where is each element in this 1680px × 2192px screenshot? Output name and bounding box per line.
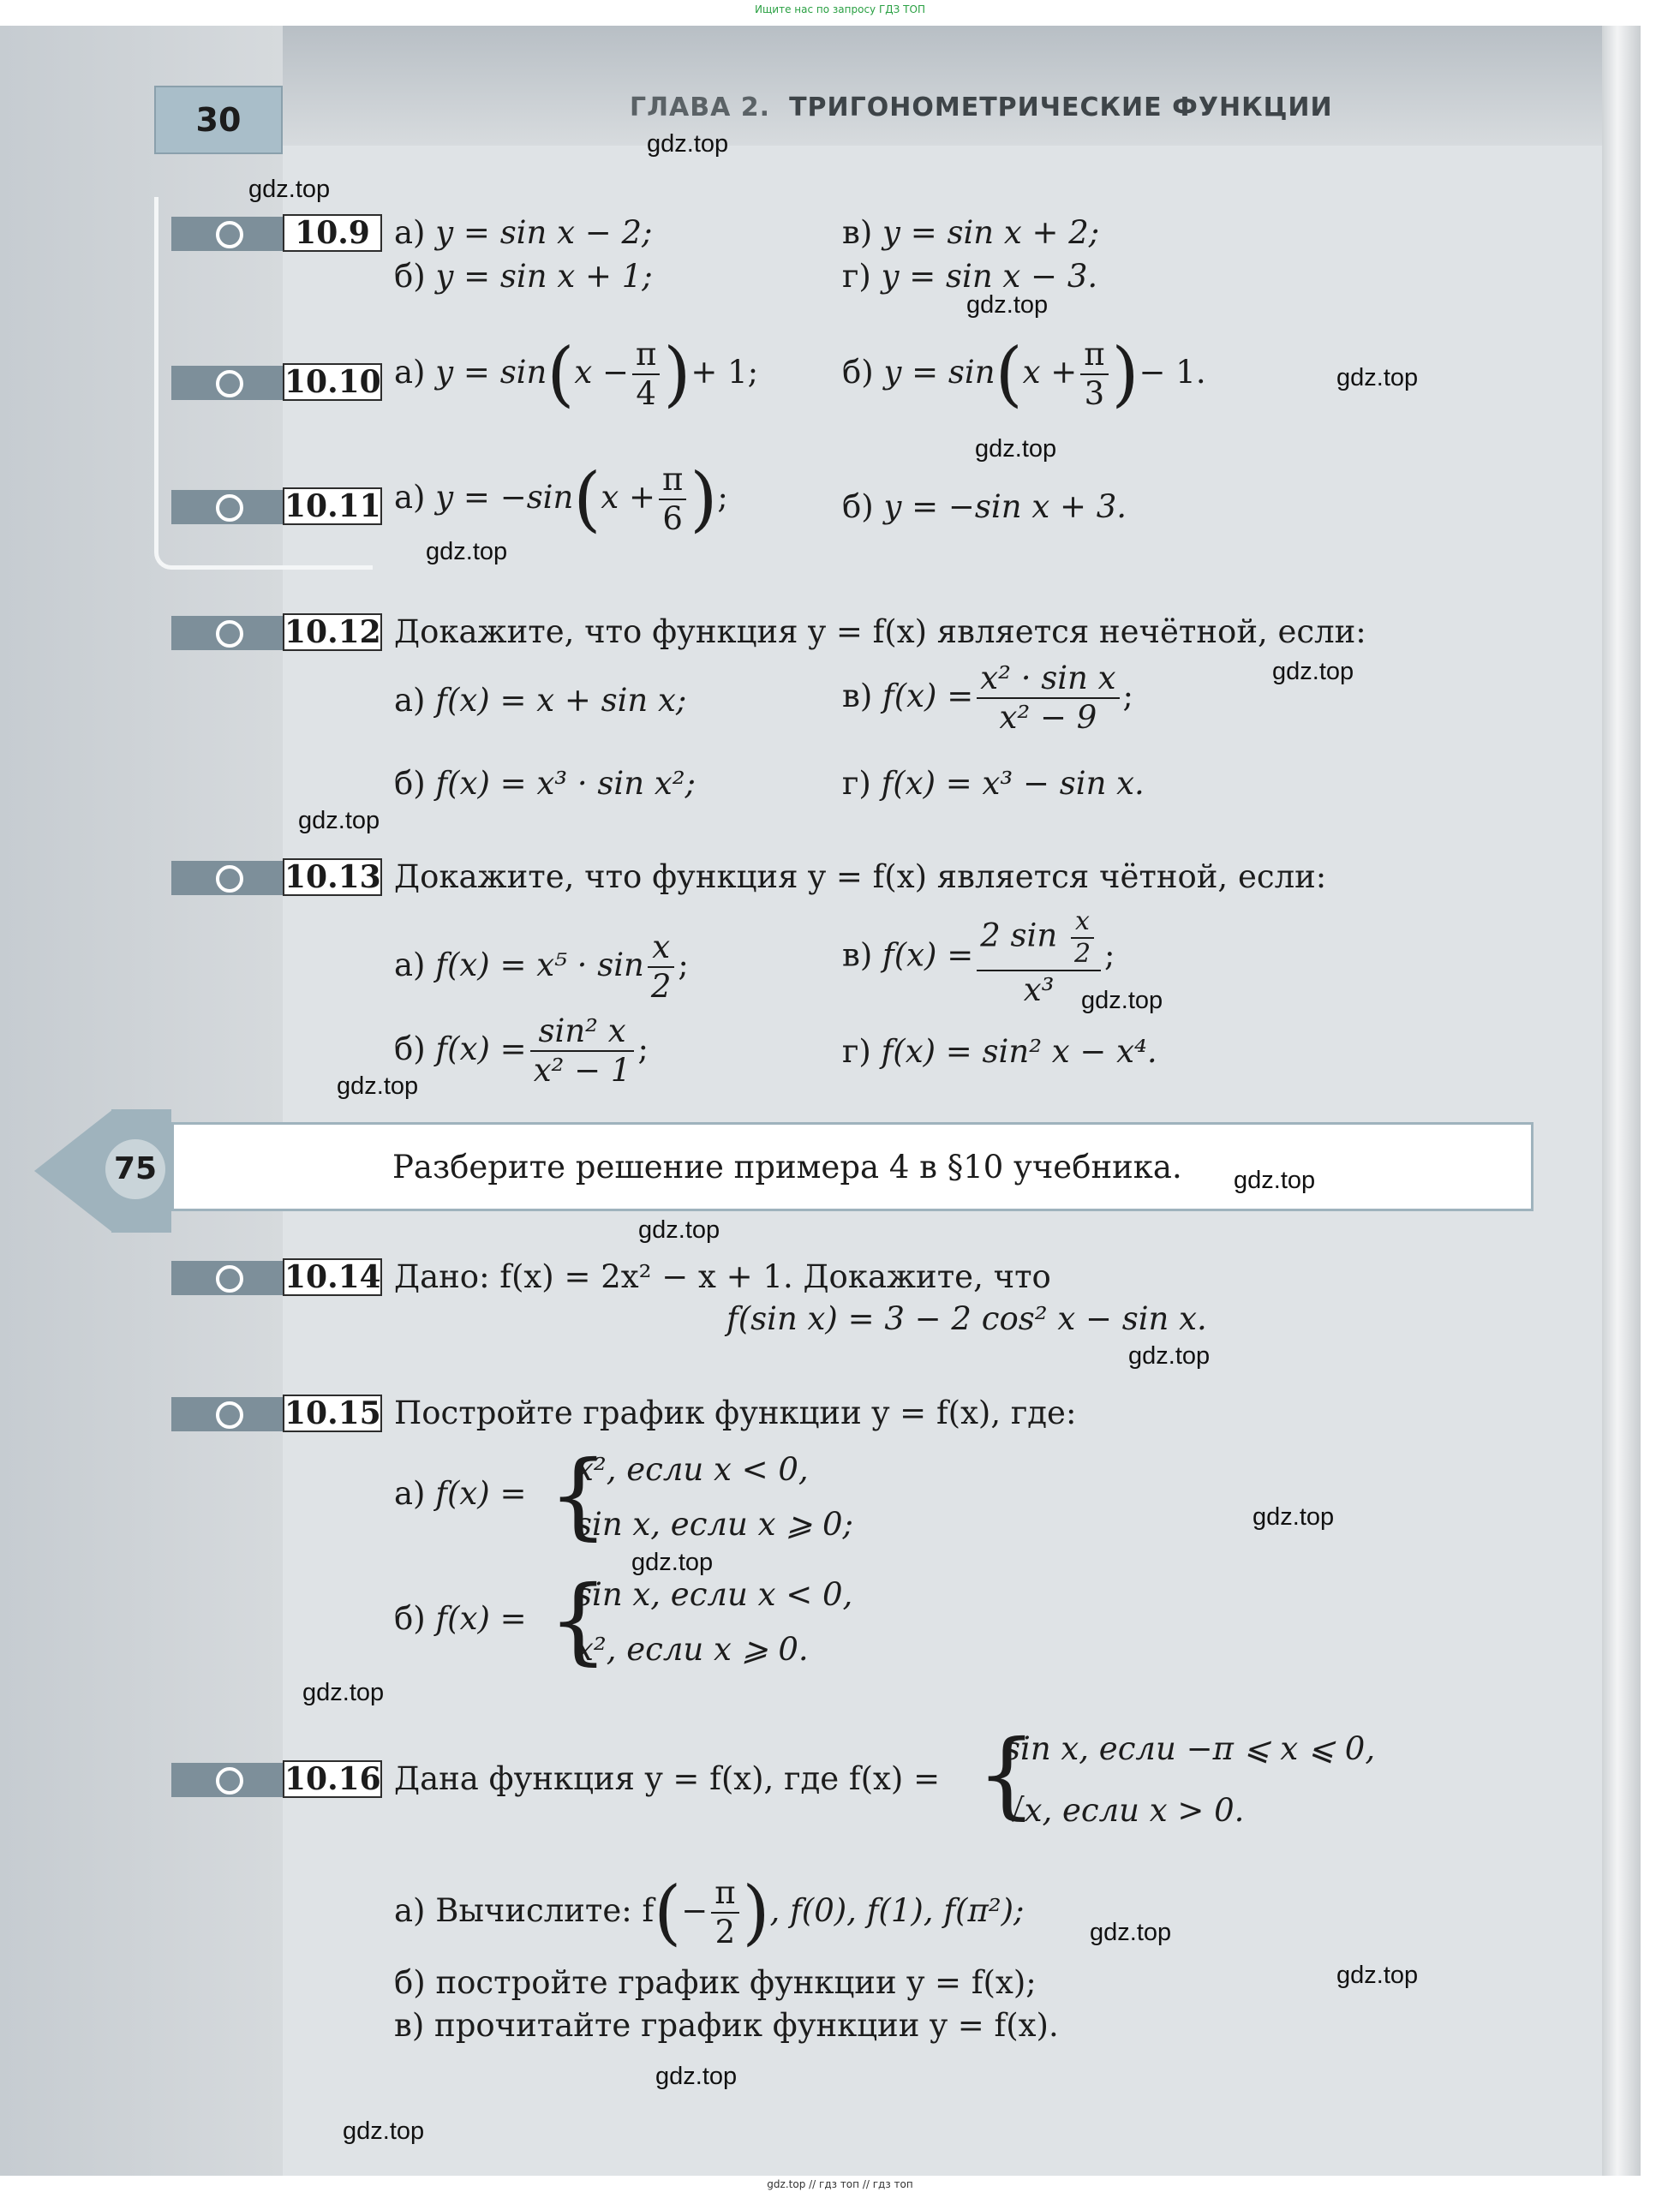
watermark: gdz.top xyxy=(647,130,729,158)
watermark: gdz.top xyxy=(631,1549,714,1576)
task-number: 10.13 xyxy=(284,859,381,895)
circle-icon xyxy=(216,370,243,397)
watermark: gdz.top xyxy=(1234,1167,1316,1194)
task-10-13-v: в) f(x) = 2 sin $\frac{x}{2}$ x³ ; xyxy=(842,906,1115,1008)
task-number: 10.10 xyxy=(284,364,381,400)
watermark: gdz.top xyxy=(302,1679,385,1706)
task-10-15-b-case1: sin x, если x < 0, xyxy=(576,1576,853,1613)
task-10-14-line1: Дано: f(x) = 2x² − x + 1. Докажите, что xyxy=(394,1258,1051,1295)
circle-icon xyxy=(216,620,243,648)
task-10-9-g: г) y = sin x − 3. xyxy=(842,258,1098,295)
task-10-13-g: г) f(x) = sin² x − x⁴. xyxy=(842,1033,1157,1070)
chapter-title: ТРИГОНОМЕТРИЧЕСКИЕ ФУНКЦИИ xyxy=(789,93,1333,122)
task-10-12-v: в) f(x) = $\frac{\text{x² · sin x}}{\text{x² − 9}}$ ; xyxy=(842,660,1133,737)
left-brace-icon: { xyxy=(977,1719,1037,1829)
task-10-10-a: а) y = sin(x − $\frac{\pi}{4}$ )+ 1; xyxy=(394,333,759,415)
task-number: 10.15 xyxy=(284,1395,381,1431)
watermark: gdz.top xyxy=(337,1072,419,1100)
watermark: gdz.top xyxy=(1253,1503,1335,1531)
task-10-9-a: а) y = sin x − 2; xyxy=(394,214,653,251)
task-number: 10.12 xyxy=(284,614,381,650)
task-10-12-stem: Докажите, что функция y = f(x) является нечётной, если: xyxy=(394,613,1366,650)
circle-icon xyxy=(216,221,243,248)
watermark: gdz.top xyxy=(1081,987,1163,1014)
chapter-label: ГЛАВА 2. xyxy=(630,93,771,122)
watermark: gdz.top xyxy=(1336,1962,1419,1989)
task-10-9-b: б) y = sin x + 1; xyxy=(394,258,653,295)
task-10-15-b-case2: x², если x ⩾ 0. xyxy=(576,1631,809,1668)
watermark: gdz.top xyxy=(343,2117,425,2145)
circle-icon xyxy=(216,494,243,522)
task-number: 10.9 xyxy=(283,214,382,252)
circle-icon xyxy=(216,1401,243,1429)
note-text: Разберите решение примера 4 в §10 учебника. xyxy=(392,1149,1182,1186)
left-brace-icon: { xyxy=(548,1565,608,1675)
task-10-16-stem: Дана функция y = f(x), где f(x) = xyxy=(394,1760,941,1797)
task-10-16-a: а) Вычислите: f(− $\frac{\pi}{2}$ ), f(0), f(1), f(π²); xyxy=(394,1872,1025,1954)
task-10-11-a: а) y = −sin(x + $\frac{\pi}{6}$ ); xyxy=(394,458,728,541)
task-10-12-a: а) f(x) = x + sin x; xyxy=(394,682,687,719)
task-10-16-v: в) прочитайте график функции y = f(x). xyxy=(394,2007,1059,2044)
task-10-15-a-case2: sin x, если x ⩾ 0; xyxy=(576,1506,853,1543)
watermark: gdz.top xyxy=(975,435,1057,463)
task-10-15-stem: Постройте график функции y = f(x), где: xyxy=(394,1395,1077,1431)
watermark: gdz.top xyxy=(298,807,380,834)
circle-icon xyxy=(216,1767,243,1795)
watermark: gdz.top xyxy=(1090,1919,1172,1946)
task-10-11-b: б) y = −sin x + 3. xyxy=(842,488,1127,525)
task-10-10-b: б) y = sin(x + $\frac{\pi}{3}$ )− 1. xyxy=(842,333,1206,415)
task-10-12-g: г) f(x) = x³ − sin x. xyxy=(842,765,1145,802)
left-brace-icon: { xyxy=(548,1440,608,1550)
task-10-16-case2: √x, если x > 0. xyxy=(1004,1792,1245,1829)
task-10-15-b-label: б) f(x) = xyxy=(394,1600,527,1637)
task-number: 10.16 xyxy=(284,1761,381,1797)
task-number: 10.14 xyxy=(284,1259,381,1295)
note-box xyxy=(171,1122,1534,1211)
watermark: gdz.top xyxy=(638,1216,720,1244)
task-10-13-stem: Докажите, что функция y = f(x) является чётной, если: xyxy=(394,858,1327,895)
side-marker-number: 75 xyxy=(105,1139,165,1199)
watermark: gdz.top xyxy=(655,2063,738,2090)
task-10-12-b: б) f(x) = x³ · sin x²; xyxy=(394,765,696,802)
watermark: gdz.top xyxy=(1336,364,1419,391)
watermark: gdz.top xyxy=(1128,1342,1211,1370)
book-spine xyxy=(1602,26,1641,2176)
watermark: gdz.top xyxy=(248,176,331,203)
task-number: 10.11 xyxy=(284,488,381,524)
watermark: gdz.top xyxy=(966,291,1049,319)
watermark: gdz.top xyxy=(1272,658,1354,685)
bottom-banner: gdz.top // гдз топ // гдз топ xyxy=(767,2178,913,2190)
page-number: 30 xyxy=(154,86,283,154)
task-10-13-b: б) f(x) = $\frac{\text{sin² x}}{\text{x² − 1}}$ ; xyxy=(394,1012,649,1090)
arrow-marker-icon xyxy=(34,1109,113,1233)
task-10-9-v: в) y = sin x + 2; xyxy=(842,214,1100,251)
task-10-15-a-label: а) f(x) = xyxy=(394,1475,527,1512)
top-banner: Ищите нас по запросу ГДЗ ТОП xyxy=(755,3,925,15)
task-10-16-case1: sin x, если −π ⩽ x ⩽ 0, xyxy=(1004,1730,1376,1767)
circle-icon xyxy=(216,1265,243,1293)
circle-icon xyxy=(216,865,243,893)
task-10-16-b: б) постройте график функции y = f(x); xyxy=(394,1964,1037,2001)
task-10-15-a-case1: x², если x < 0, xyxy=(576,1451,809,1488)
task-10-13-a: а) f(x) = x⁵ · sin $\frac{x}{2}$ ; xyxy=(394,929,689,1006)
chapter-heading xyxy=(630,93,1333,122)
task-10-14-line2: f(sin x) = 3 − 2 cos² x − sin x. xyxy=(726,1300,1207,1337)
watermark: gdz.top xyxy=(426,538,508,565)
